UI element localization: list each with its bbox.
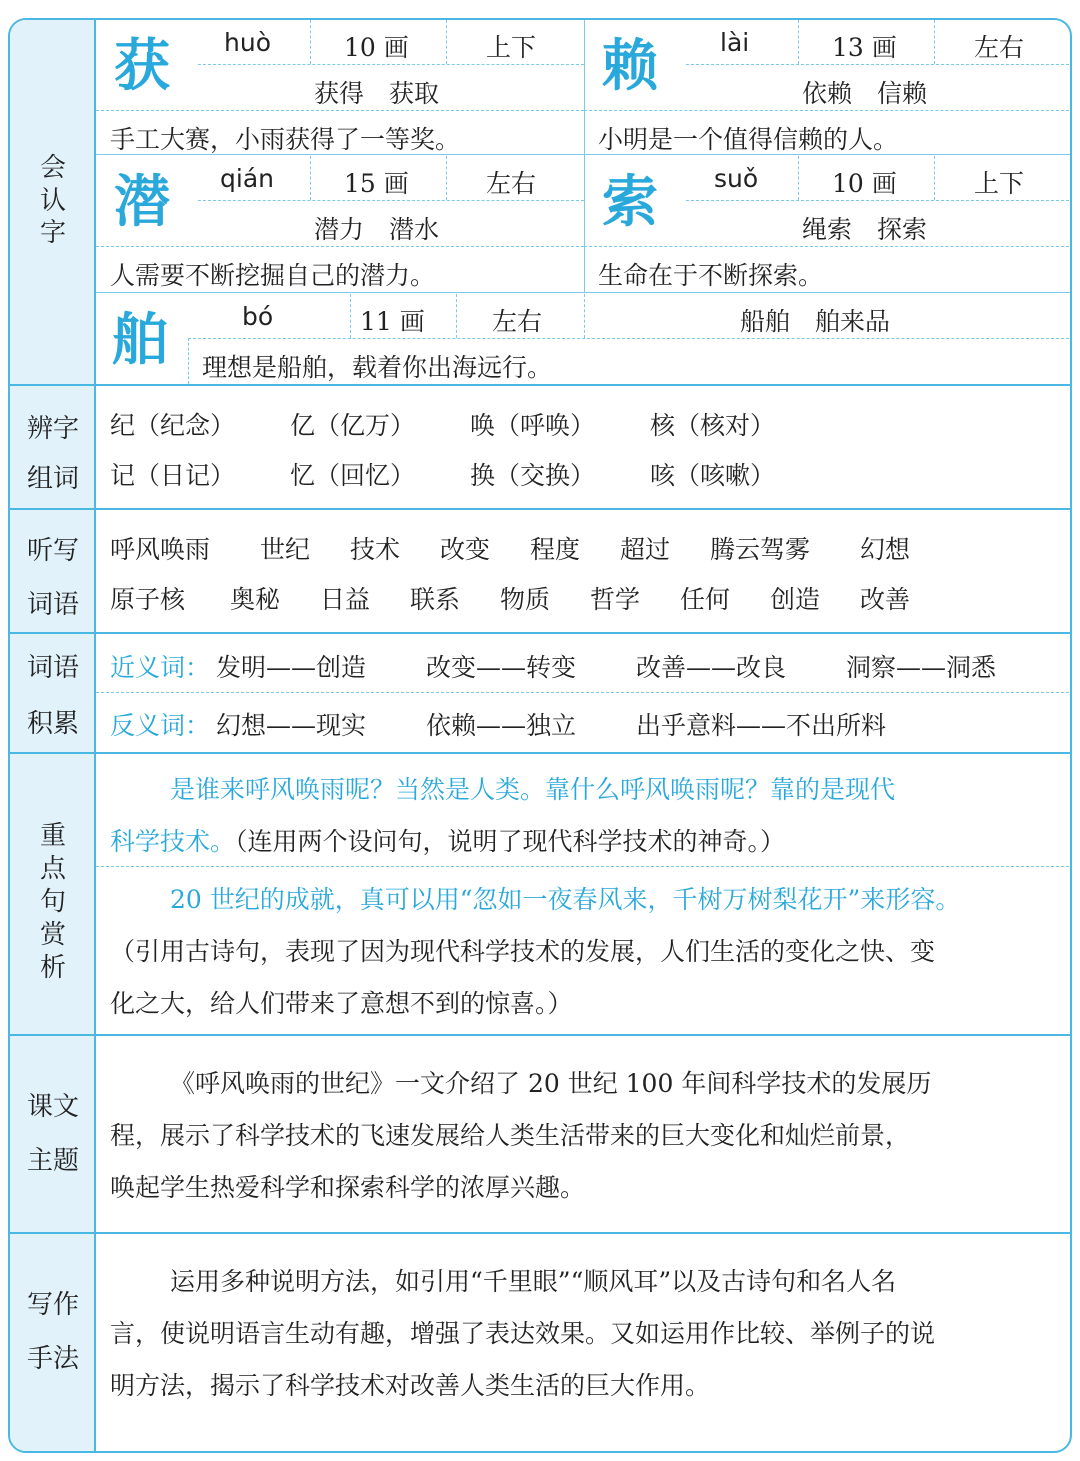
char-huo: 获: [114, 33, 170, 99]
grid-line: [686, 200, 1072, 201]
synonym-pair: 发明——创造: [216, 653, 367, 682]
example-sentence: 生命在于不断探索。: [598, 261, 824, 290]
lesson-card: [8, 18, 1072, 1453]
section-divider: [10, 1034, 1072, 1036]
dictation-word: 技术: [350, 535, 401, 564]
key-sentence-1-line: 是谁来呼风唤雨呢？当然是人类。靠什么呼风唤雨呢？靠的是现代: [170, 775, 896, 804]
dictation-word: 日益: [320, 585, 371, 614]
section-label-bianzi: 辨字 组词: [26, 414, 79, 494]
pinyin: bó: [242, 302, 274, 331]
structure: 上下: [486, 33, 537, 62]
synonym-pair: 改善——改良: [636, 653, 787, 682]
dictation-word: 任何: [680, 585, 731, 614]
stroke-count: 13 画: [832, 33, 897, 62]
pinyin: qián: [220, 164, 274, 193]
structure: 上下: [974, 169, 1025, 198]
bianzi-item: 记（日记）: [110, 461, 236, 490]
grid-line: [456, 294, 457, 338]
dictation-word: 世纪: [260, 535, 311, 564]
char-qian: 潜: [114, 169, 170, 235]
grid-line: [446, 20, 447, 64]
grid-line: [798, 20, 799, 64]
section-label-zhuti: 课文 主题: [26, 1092, 79, 1176]
section-label-shoufa: 写作 手法: [26, 1290, 79, 1374]
bianzi-item: 唤（呼唤）: [470, 411, 596, 440]
char-words: 潜力 潜水: [314, 215, 440, 244]
synonym-pair: 改变——转变: [426, 653, 577, 682]
dictation-word: 腾云驾雾: [710, 535, 811, 564]
example-sentence: 小明是一个值得信赖的人。: [598, 125, 899, 154]
char-words: 船舶 舶来品: [740, 307, 891, 336]
char-suo: 索: [602, 169, 658, 235]
structure: 左右: [492, 307, 543, 336]
key-sentence-1-tail: 科学技术。: [110, 827, 236, 856]
bianzi-item: 换（交换）: [470, 461, 596, 490]
bianzi-item: 咳（咳嗽）: [650, 461, 776, 490]
antonym-pair: 幻想——现实: [216, 711, 367, 740]
example-sentence: 人需要不断挖掘自己的潜力。: [110, 261, 436, 290]
dictation-word: 幻想: [860, 535, 911, 564]
key-sentence-2-line: 20 世纪的成就，真可以用“忽如一夜春风来，千树万树梨花开”来形容。: [170, 885, 961, 914]
grid-line: [934, 20, 935, 64]
synonym-label: 近义词：: [110, 653, 211, 682]
theme-paragraph: [110, 1058, 1066, 1214]
synonym-pair: 洞察——洞悉: [846, 653, 997, 682]
theme-line: 唤起学生热爱科学和探索科学的浓厚兴趣。: [110, 1173, 586, 1202]
antonym-pair: 依赖——独立: [426, 711, 577, 740]
bianzi-item: 忆（回忆）: [290, 461, 416, 490]
theme-line: 《呼风唤雨的世纪》一文介绍了 20 世纪 100 年间科学技术的发展历: [170, 1069, 932, 1098]
grid-line: [198, 200, 584, 201]
stroke-count: 11 画: [360, 307, 425, 336]
char-words: 获得 获取: [314, 79, 440, 108]
example-sentence: 理想是船舶，载着你出海远行。: [202, 353, 553, 382]
grid-line: [446, 156, 447, 200]
example-sentence: 手工大赛，小雨获得了一等奖。: [110, 125, 461, 154]
char-bo: 舶: [112, 307, 168, 373]
grid-line: [584, 294, 585, 338]
key-sentence-2: [110, 874, 1066, 1030]
grid-line: [584, 20, 585, 292]
dictation-word: 改变: [440, 535, 491, 564]
grid-line: [96, 110, 584, 111]
grid-line: [198, 64, 584, 65]
grid-line: [188, 338, 189, 384]
key-sentence-1: [110, 764, 1066, 868]
stroke-count: 15 画: [344, 169, 409, 198]
dictation-word: 改善: [860, 585, 911, 614]
key-sentence-1-note: （连用两个设问句，说明了现代科学技术的神奇。）: [235, 827, 786, 856]
grid-line: [310, 156, 311, 200]
section-divider: [10, 632, 1072, 634]
antonym-pair: 出乎意料——不出所料: [636, 711, 887, 740]
key-sentence-2-note: 化之大，给人们带来了意想不到的惊喜。）: [110, 989, 573, 1018]
section-divider: [10, 384, 1072, 386]
bianzi-item: 纪（纪念）: [110, 411, 236, 440]
char-words: 依赖 信赖: [802, 79, 928, 108]
grid-line: [798, 156, 799, 200]
dictation-word: 物质: [500, 585, 551, 614]
section-divider: [10, 752, 1072, 754]
technique-line: 运用多种说明方法，如引用“千里眼”“顺风耳”以及古诗句和名人名: [170, 1267, 897, 1296]
char-words: 绳索 探索: [802, 215, 928, 244]
key-sentence-2-note: （引用古诗句，表现了因为现代科学技术的发展，人们生活的变化之快、变: [110, 937, 936, 966]
section-label-tingxie: 听写 词语: [26, 536, 79, 620]
grid-line: [686, 64, 1072, 65]
dictation-word: 程度: [530, 535, 581, 564]
dictation-word: 呼风唤雨: [110, 535, 211, 564]
pinyin: huò: [224, 28, 271, 57]
section-label-huirenzi: 会 认 字: [39, 153, 66, 248]
dictation-word: 哲学: [590, 585, 641, 614]
bianzi-item: 核（核对）: [650, 411, 776, 440]
dictation-word: 超过: [620, 535, 671, 564]
grid-line: [188, 338, 1072, 339]
bianzi-item: 亿（亿万）: [290, 411, 416, 440]
grid-line: [96, 692, 1072, 693]
dictation-word: 创造: [770, 585, 821, 614]
grid-line: [350, 294, 351, 338]
char-lai: 赖: [602, 33, 658, 99]
technique-line: 明方法，揭示了科学技术对改善人类生活的巨大作用。: [110, 1371, 711, 1400]
structure: 左右: [974, 33, 1025, 62]
technique-line: 言，使说明语言生动有趣，增强了表达效果。又如运用作比较、举例子的说: [110, 1319, 936, 1348]
technique-paragraph: [110, 1256, 1066, 1412]
theme-line: 程，展示了科学技术的飞速发展给人类生活带来的巨大变化和灿烂前景，: [110, 1121, 911, 1150]
section-label-ciyu: 词语 积累: [26, 653, 79, 739]
dictation-word: 联系: [410, 585, 461, 614]
antonym-label: 反义词：: [110, 711, 211, 740]
section-label-zhongdian: 重 点 句 赏 析: [39, 821, 66, 983]
structure: 左右: [486, 169, 537, 198]
grid-line: [96, 246, 584, 247]
pinyin: suǒ: [714, 164, 759, 193]
section-divider: [10, 508, 1072, 510]
grid-line: [310, 20, 311, 64]
grid-line: [584, 110, 1072, 111]
grid-line: [934, 156, 935, 200]
dictation-word: 奥秘: [230, 585, 281, 614]
pinyin: lài: [720, 28, 750, 57]
dictation-word: 原子核: [110, 585, 186, 614]
grid-line: [584, 246, 1072, 247]
grid-line: [96, 292, 1072, 293]
stroke-count: 10 画: [344, 33, 409, 62]
stroke-count: 10 画: [832, 169, 897, 198]
section-divider: [10, 1232, 1072, 1234]
